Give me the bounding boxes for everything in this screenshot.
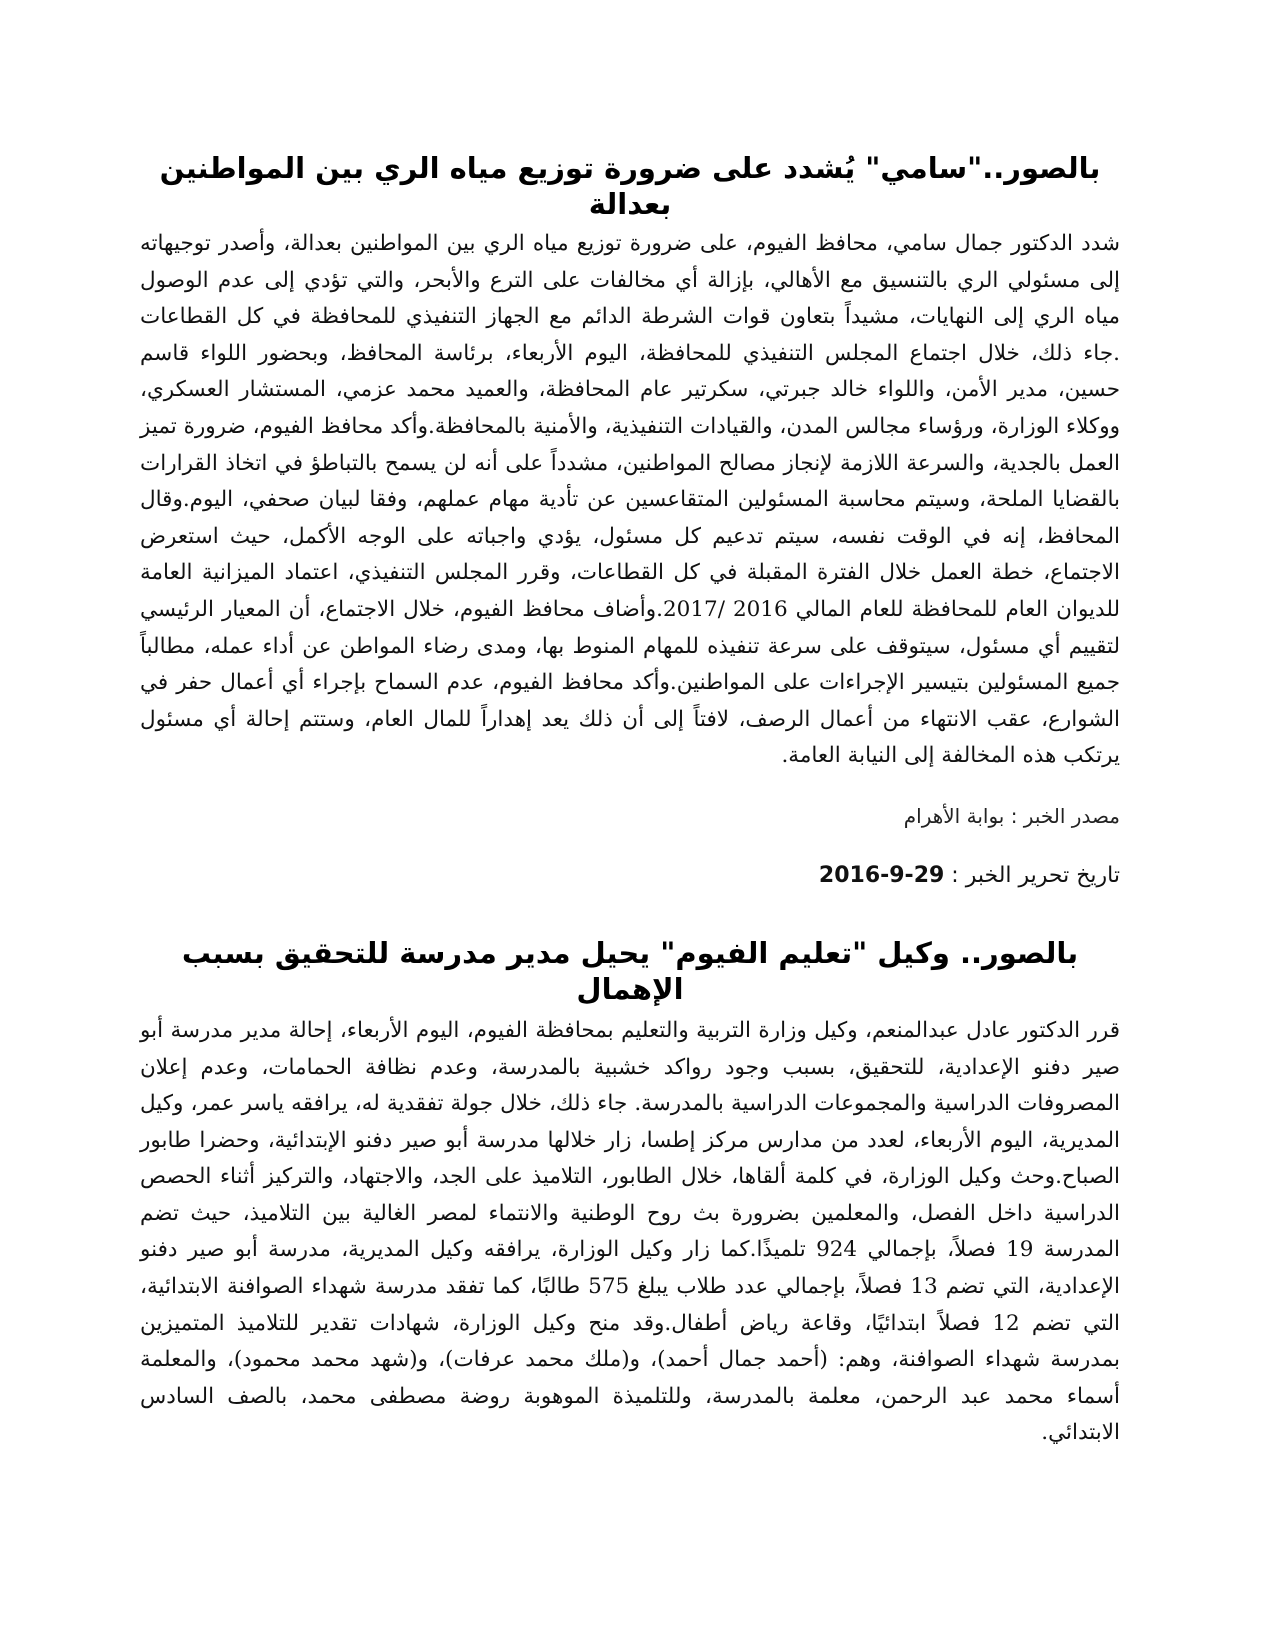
article-title: بالصور.. وكيل "تعليم الفيوم" يحيل مدير مدرسة للتحقيق بسبب الإهمال — [181, 935, 1079, 1006]
news-date — [140, 861, 1120, 891]
article-education — [140, 935, 1120, 1452]
article-title: بالصور.."سامي" يُشدد على ضرورة توزيع مياه الري بين المواطنين بعدالة — [159, 151, 1101, 221]
article-irrigation — [140, 150, 1120, 775]
article-body: قرر الدكتور عادل عبدالمنعم، وكيل وزارة التربية والتعليم بمحافظة الفيوم، اليوم الأربعاء، إحالة مدير مدرسة أبو صير دفنو الإعدادية، للتحقيق، بسبب وجود رواكد خشبية بالمدرسة، وعدم نظافة الحمامات، وعدم إعلان المصروفات الدراسية والمجموعات الدراسية بالمدرسة. جاء ذلك، خلال جولة تفقدية له، يرافقه ياسر عمر، وكيل المديرية، اليوم الأربعاء، لعدد من مدارس مركز إطسا، زار خلالها مدرسة أبو صير دفنو الإبتدائية، وحضرا طابور الصباح.وحث وكيل الوزارة، في كلمة ألقاها، خلال الطابور، التلاميذ على الجد، والاجتهاد، والتركيز أثناء الحصص الدراسية داخل الفصل، والمعلمين بضرورة بث روح الوطنية والانتماء لمصر الغالية بين التلاميذ، حيث تضم المدرسة 19 فصلاً، بإجمالي 924 تلميذًا.كما زار وكيل الوزارة، يرافقه وكيل المديرية، مدرسة أبو صير دفنو الإعدادية، التي تضم 13 فصلاً، بإجمالي عدد طلاب يبلغ 575 طالبًا، كما تفقد مدرسة شهداء الصوافنة الابتدائية، التي تضم 12 فصلاً ابتدائيًا، وقاعة رياض أطفال.وقد منح وكيل الوزارة، شهادات تقدير للتلاميذ المتميزين بمدرسة شهداء الصوافنة، وهم: (أحمد جمال أحمد)، و(ملك محمد عرفات)، و(شهد محمد محمود)، والمعلمة أسماء محمد عبد الرحمن، معلمة بالمدرسة، وللتلميذة الموهوبة روضة مصطفى محمد، بالصف السادس الابتدائي. — [140, 1017, 1121, 1446]
date-value: 2016-9-29 — [818, 862, 945, 888]
source-label: مصدر الخبر : — [1004, 803, 1120, 828]
news-source — [140, 801, 1120, 831]
date-label: تاريخ تحرير الخبر : — [944, 862, 1120, 888]
article-body: شدد الدكتور جمال سامي، محافظ الفيوم، على ضرورة توزيع مياه الري بين المواطنين بعدالة، وأصدر توجيهاته إلى مسئولي الري بالتنسيق مع الأهالي، بإزالة أي مخالفات على الترع والأبحر، والتي تؤدي إلى عدم الوصول مياه الري إلى النهايات، مشيداً بتعاون قوات الشرطة الدائم مع الجهاز التنفيذي للمحافظة في كل القطاعات .جاء ذلك، خلال اجتماع المجلس التنفيذي للمحافظة، اليوم الأربعاء، برئاسة المحافظ، وبحضور اللواء قاسم حسين، مدير الأمن، واللواء خالد جبرتي، سكرتير عام المحافظة، والعميد محمد عزمي، المستشار العسكري، ووكلاء الوزارة، ورؤساء مجالس المدن، والقيادات التنفيذية، والأمنية بالمحافظة.وأكد محافظ الفيوم، ضرورة تميز العمل بالجدية، والسرعة اللازمة لإنجاز مصالح المواطنين، مشدداً على أنه لن يسمح بالتباطؤ في اتخاذ القرارات بالقضايا الملحة، وسيتم محاسبة المسئولين المتقاعسين عن تأدية مهام عملهم، وفقا لبيان صحفي، اليوم.وقال المحافظ، إنه في الوقت نفسه، سيتم تدعيم كل مسئول، يؤدي واجباته على الوجه الأكمل، حيث استعرض الاجتماع، خطة العمل خلال الفترة المقبلة في كل القطاعات، وقرر المجلس التنفيذي، اعتماد الميزانية العامة للديوان العام للمحافظة للعام المالي 2016 /2017.وأضاف محافظ الفيوم، خلال الاجتماع، أن المعيار الرئيسي لتقييم أي مسئول، سيتوقف على سرعة تنفيذه للمهام المنوط بها، ومدى رضاء المواطن عن أداء عمله، مطالباً جميع المسئولين بتيسير الإجراءات على المواطنين.وأكد محافظ الفيوم، عدم السماح بإجراء أي أعمال حفر في الشوارع، عقب الانتهاء من أعمال الرصف، لافتاً إلى أن ذلك يعد إهداراً للمال العام، وستتم إحالة أي مسئول يرتكب هذه المخالفة إلى النيابة العامة. — [140, 231, 1120, 769]
document-content — [140, 150, 1120, 1452]
source-value: بوابة الأهرام — [903, 803, 1005, 828]
